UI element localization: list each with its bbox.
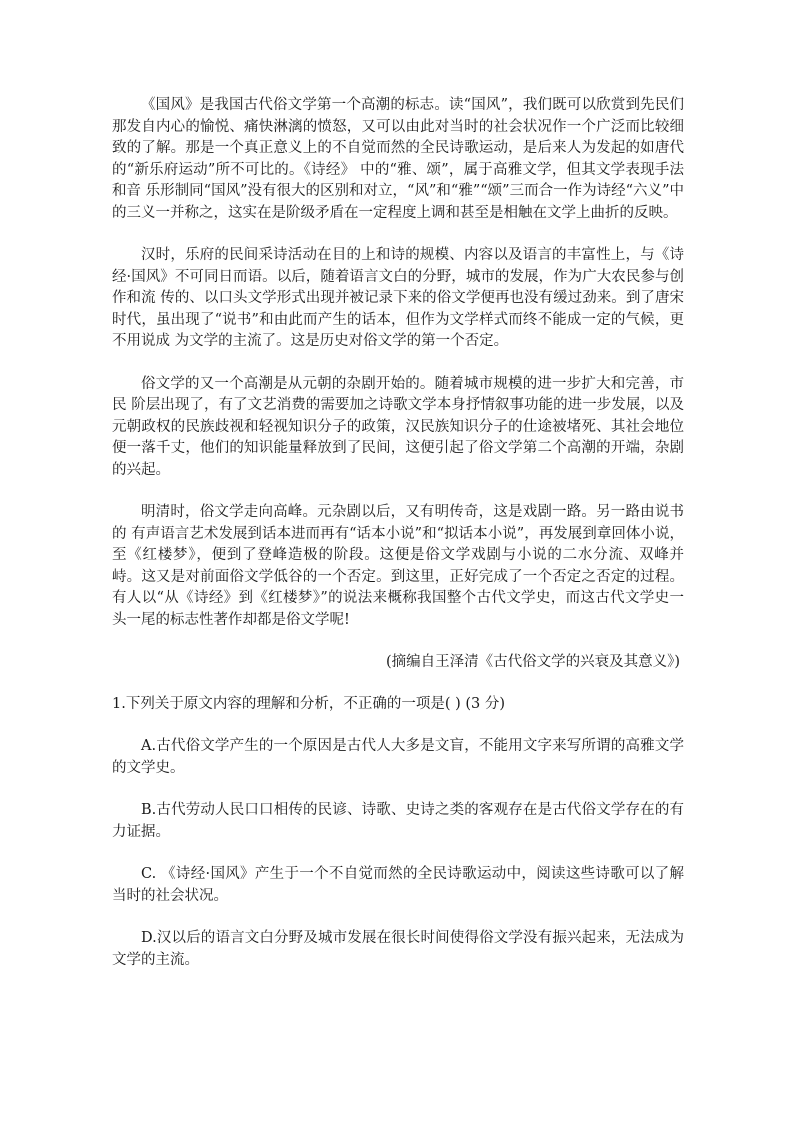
passage-paragraph-3: 俗文学的又一个高潮是从元朝的杂剧开始的。随着城市规模的进一步扩大和完善，市民 阶层出现了，有了文艺消费的需要加之诗歌文学本身抒情叙事功能的进一步发展，以及元朝政权的民族歧视和轻视知识分子的政策，汉民族知识分子的仕途被堵死、其社会地位便一落千丈，他们的知识能量释放到了民间，这便引起了俗文学第二个高潮的开端，杂剧的兴起。: [112, 375, 684, 478]
passage-paragraph-1: 《国风》是我国古代俗文学第一个高潮的标志。读“国风”，我们既可以欣赏到先民们那发自内心的愉悦、痛快淋漓的愤怒，又可以由此对当时的社会状况作一个广泛而比较细致的了解。那是一个真正意义上的不自觉而然的全民诗歌运动，是后来人为发起的如唐代的“新乐府运动”所不可比的。《诗经》 中的“雅、颂”，属于高雅文学，但其文学表现手法和音 乐形制同“国风”没有很大的区别和对立，“风”和“雅”“颂”三而合一作为诗经“六义”中的三义一并称之，这实在是阶级矛盾在一定程度上调和甚至是相触在文学上曲折的反映。: [112, 97, 684, 221]
passage-paragraph-2: 汉时，乐府的民间采诗活动在目的上和诗的规模、内容以及语言的丰富性上，与《诗经·国风》不可同日而语。以后，随着语言文白的分野，城市的发展，作为广大农民参与创作和流 传的、以口头文学形式出现并被记录下来的俗文学便再也没有缓过劲来。到了唐宋时代，虽出现了“说书”和由此而产生的话本，但作为文学样式而终不能成一定的气候，更不用说成 为文学的主流了。这是历史对俗文学的第一个否定。: [112, 247, 684, 349]
question-option-a: A.古代俗文学产生的一个原因是古代人大多是文盲，不能用文字来写所谓的高雅文学的文学史。: [112, 738, 684, 776]
passage-paragraph-4: 明清时，俗文学走向高峰。元杂剧以后，又有明传奇，这是戏剧一路。另一路由说书的 有声语言艺术发展到话本进而再有“话本小说”和“拟话本小说”，再发展到章回体小说，至《红楼梦》，便到了登峰造极的阶段。这便是俗文学戏剧与小说的二水分流、双峰并峙。这又是对前面俗文学低谷的一个否定。到这里，正好完成了一个否定之否定的过程。有人以“从《诗经》到《红楼梦》”的说法来概称我国整个古代文学史，而这古代文学史一头一尾的标志性著作却都是俗文学呢!: [112, 504, 684, 628]
question-option-b: B.古代劳动人民口口相传的民谚、诗歌、史诗之类的客观存在是古代俗文学存在的有力证据。: [112, 802, 684, 840]
question-option-d: D.汉以后的语言文白分野及城市发展在很长时间使得俗文学没有振兴起来，无法成为文学的主流。: [112, 930, 684, 968]
question-option-c: C. 《诗经·国风》产生于一个不自觉而然的全民诗歌运动中，阅读这些诗歌可以了解当时的社会状况。: [112, 866, 684, 904]
passage-source: (摘编自王泽清《古代俗文学的兴衰及其意义》): [385, 654, 680, 670]
question-stem: 1.下列关于原文内容的理解和分析，不正确的一项是( ) (3 分): [112, 695, 506, 712]
document-page: [112, 95, 684, 992]
